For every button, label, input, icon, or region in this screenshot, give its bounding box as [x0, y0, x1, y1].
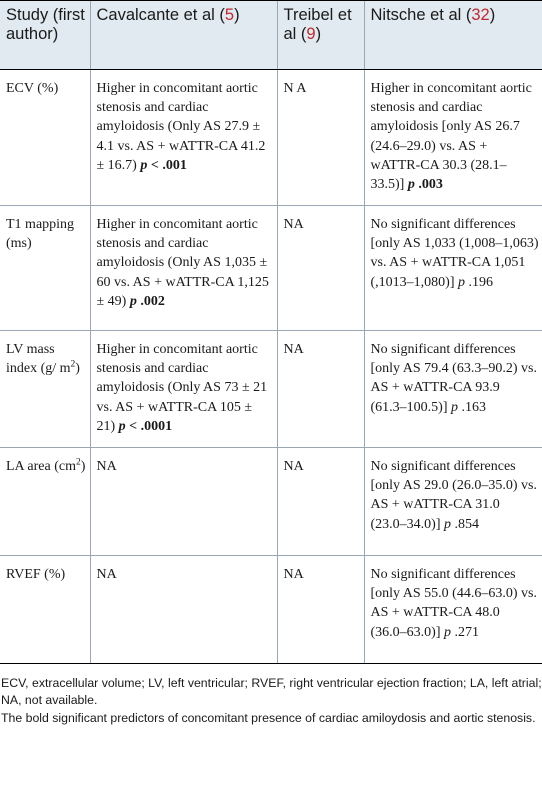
header-row — [0, 1, 542, 70]
nitsche-cell — [364, 70, 542, 206]
row-label: RVEF (%) — [6, 567, 66, 582]
header-treibel-close: ) — [315, 25, 322, 43]
header-treibel — [277, 1, 364, 70]
cell-text: NA — [283, 567, 304, 582]
cavalcante-cell — [90, 70, 277, 206]
cell-text: Higher in concomitant aortic stenosis and cardiac amyloidosis (Only AS 27.9 ± 4.1 vs. AS + wATTR-CA 41.2 ± 16.7) — [96, 81, 266, 173]
p-value: .003 — [414, 177, 443, 193]
row-label-cell — [0, 206, 90, 331]
p-symbol: p — [407, 177, 415, 193]
table-row-t1-mapping — [0, 206, 542, 331]
row-label-cell — [0, 331, 90, 448]
p-symbol: p — [451, 399, 458, 415]
header-study — [0, 1, 90, 70]
p-symbol: p — [444, 624, 451, 640]
row-label-cell — [0, 556, 90, 664]
nitsche-cell — [364, 331, 542, 448]
reference-link-5[interactable]: 5 — [224, 6, 235, 24]
p-symbol: p — [118, 418, 126, 434]
cavalcante-cell — [90, 556, 277, 664]
p-symbol: p — [444, 516, 451, 532]
table-row-ecv — [0, 70, 542, 206]
p-symbol: p — [140, 157, 148, 173]
cell-text: Higher in concomitant aortic stenosis and cardiac amyloidosis [only AS 26.7 (24.6–29.0) vs. AS + wATTR-CA 30.3 (28.1–33.5)] — [370, 81, 532, 193]
table-row-la-area — [0, 448, 542, 556]
row-label: T1 mapping (ms) — [6, 217, 75, 252]
cell-text: Higher in concomitant aortic stenosis and cardiac amyloidosis (Only AS 73 ± 21 vs. AS + wATTR-CA 105 ± 21) — [96, 342, 268, 434]
cell-text: N A — [283, 81, 307, 96]
p-value: < .0001 — [125, 418, 173, 434]
table-row-lv-mass-index — [0, 331, 542, 448]
p-value: .271 — [451, 624, 479, 640]
row-label-close: ) — [75, 361, 80, 377]
footnote-abbreviations: ECV, extracellular volume; LV, left ventricular; RVEF, right ventricular ejection fraction; LA, left atrial; NA, not available. — [1, 676, 542, 707]
nitsche-cell — [364, 206, 542, 331]
p-symbol: p — [458, 274, 465, 290]
row-label: LV mass index (g/ m — [6, 342, 71, 377]
cell-text: NA — [96, 459, 117, 474]
cell-text: No significant differences [only AS 1,033 (1,008–1,063) vs. AS + wATTR-CA 1,051 (,1013–1,080)] — [370, 217, 539, 290]
p-value: .163 — [458, 399, 486, 415]
nitsche-cell — [364, 448, 542, 556]
row-label-superscript: 2 — [70, 359, 76, 370]
cavalcante-cell — [90, 331, 277, 448]
table-row-rvef — [0, 556, 542, 664]
cell-text: NA — [283, 217, 304, 232]
p-value: .854 — [451, 516, 479, 532]
cell-text: Higher in concomitant aortic stenosis and cardiac amyloidosis (Only AS 1,035 ± 60 vs. AS + wATTR-CA 1,125 ± 49) — [96, 217, 269, 309]
row-label-superscript: 2 — [75, 457, 81, 468]
header-cavalcante — [90, 1, 277, 70]
treibel-cell — [277, 70, 364, 206]
row-label: LA area (cm — [6, 459, 76, 474]
row-label: ECV (%) — [6, 81, 59, 96]
header-cavalcante-close: ) — [234, 6, 240, 24]
header-treibel-label: Treibel et al ( — [283, 6, 352, 43]
treibel-cell — [277, 331, 364, 448]
cell-text: NA — [96, 567, 117, 582]
p-symbol: p — [129, 293, 137, 309]
treibel-cell — [277, 556, 364, 664]
header-nitsche — [364, 1, 542, 70]
p-value: < .001 — [147, 157, 187, 173]
row-label-close: ) — [80, 459, 86, 474]
header-cavalcante-label: Cavalcante et al ( — [96, 6, 225, 24]
cell-text: NA — [283, 459, 304, 474]
cell-text: No significant differences [only AS 55.0 (44.6–63.0) vs. AS + wATTR-CA 48.0 (36.0–63.0)] — [370, 567, 537, 640]
row-label-cell — [0, 70, 90, 206]
p-value: .002 — [136, 293, 165, 309]
cell-text: No significant differences [only AS 29.0 (26.0–35.0) vs. AS + wATTR-CA 31.0 (23.0–34.0)] — [370, 459, 537, 532]
row-label-cell — [0, 448, 90, 556]
nitsche-cell — [364, 556, 542, 664]
table-footnotes — [0, 664, 542, 727]
cell-text: No significant differences [only AS 79.4 (63.3–90.2) vs. AS + wATTR-CA 93.9 (61.3–100.5)] — [370, 342, 537, 415]
cavalcante-cell — [90, 448, 277, 556]
header-nitsche-label: Nitsche et al ( — [370, 6, 472, 24]
header-nitsche-close: ) — [489, 6, 496, 24]
footnote-bold-note: The bold significant predictors of concomitant presence of cardiac amiloydosis and aortic stenosis. — [1, 711, 536, 725]
reference-link-32[interactable]: 32 — [471, 6, 490, 24]
reference-link-9[interactable]: 9 — [306, 25, 316, 43]
treibel-cell — [277, 448, 364, 556]
cell-text: NA — [283, 342, 304, 357]
cavalcante-cell — [90, 206, 277, 331]
p-value: .196 — [465, 274, 493, 290]
header-study-label: Study (first author) — [6, 6, 85, 43]
treibel-cell — [277, 206, 364, 331]
